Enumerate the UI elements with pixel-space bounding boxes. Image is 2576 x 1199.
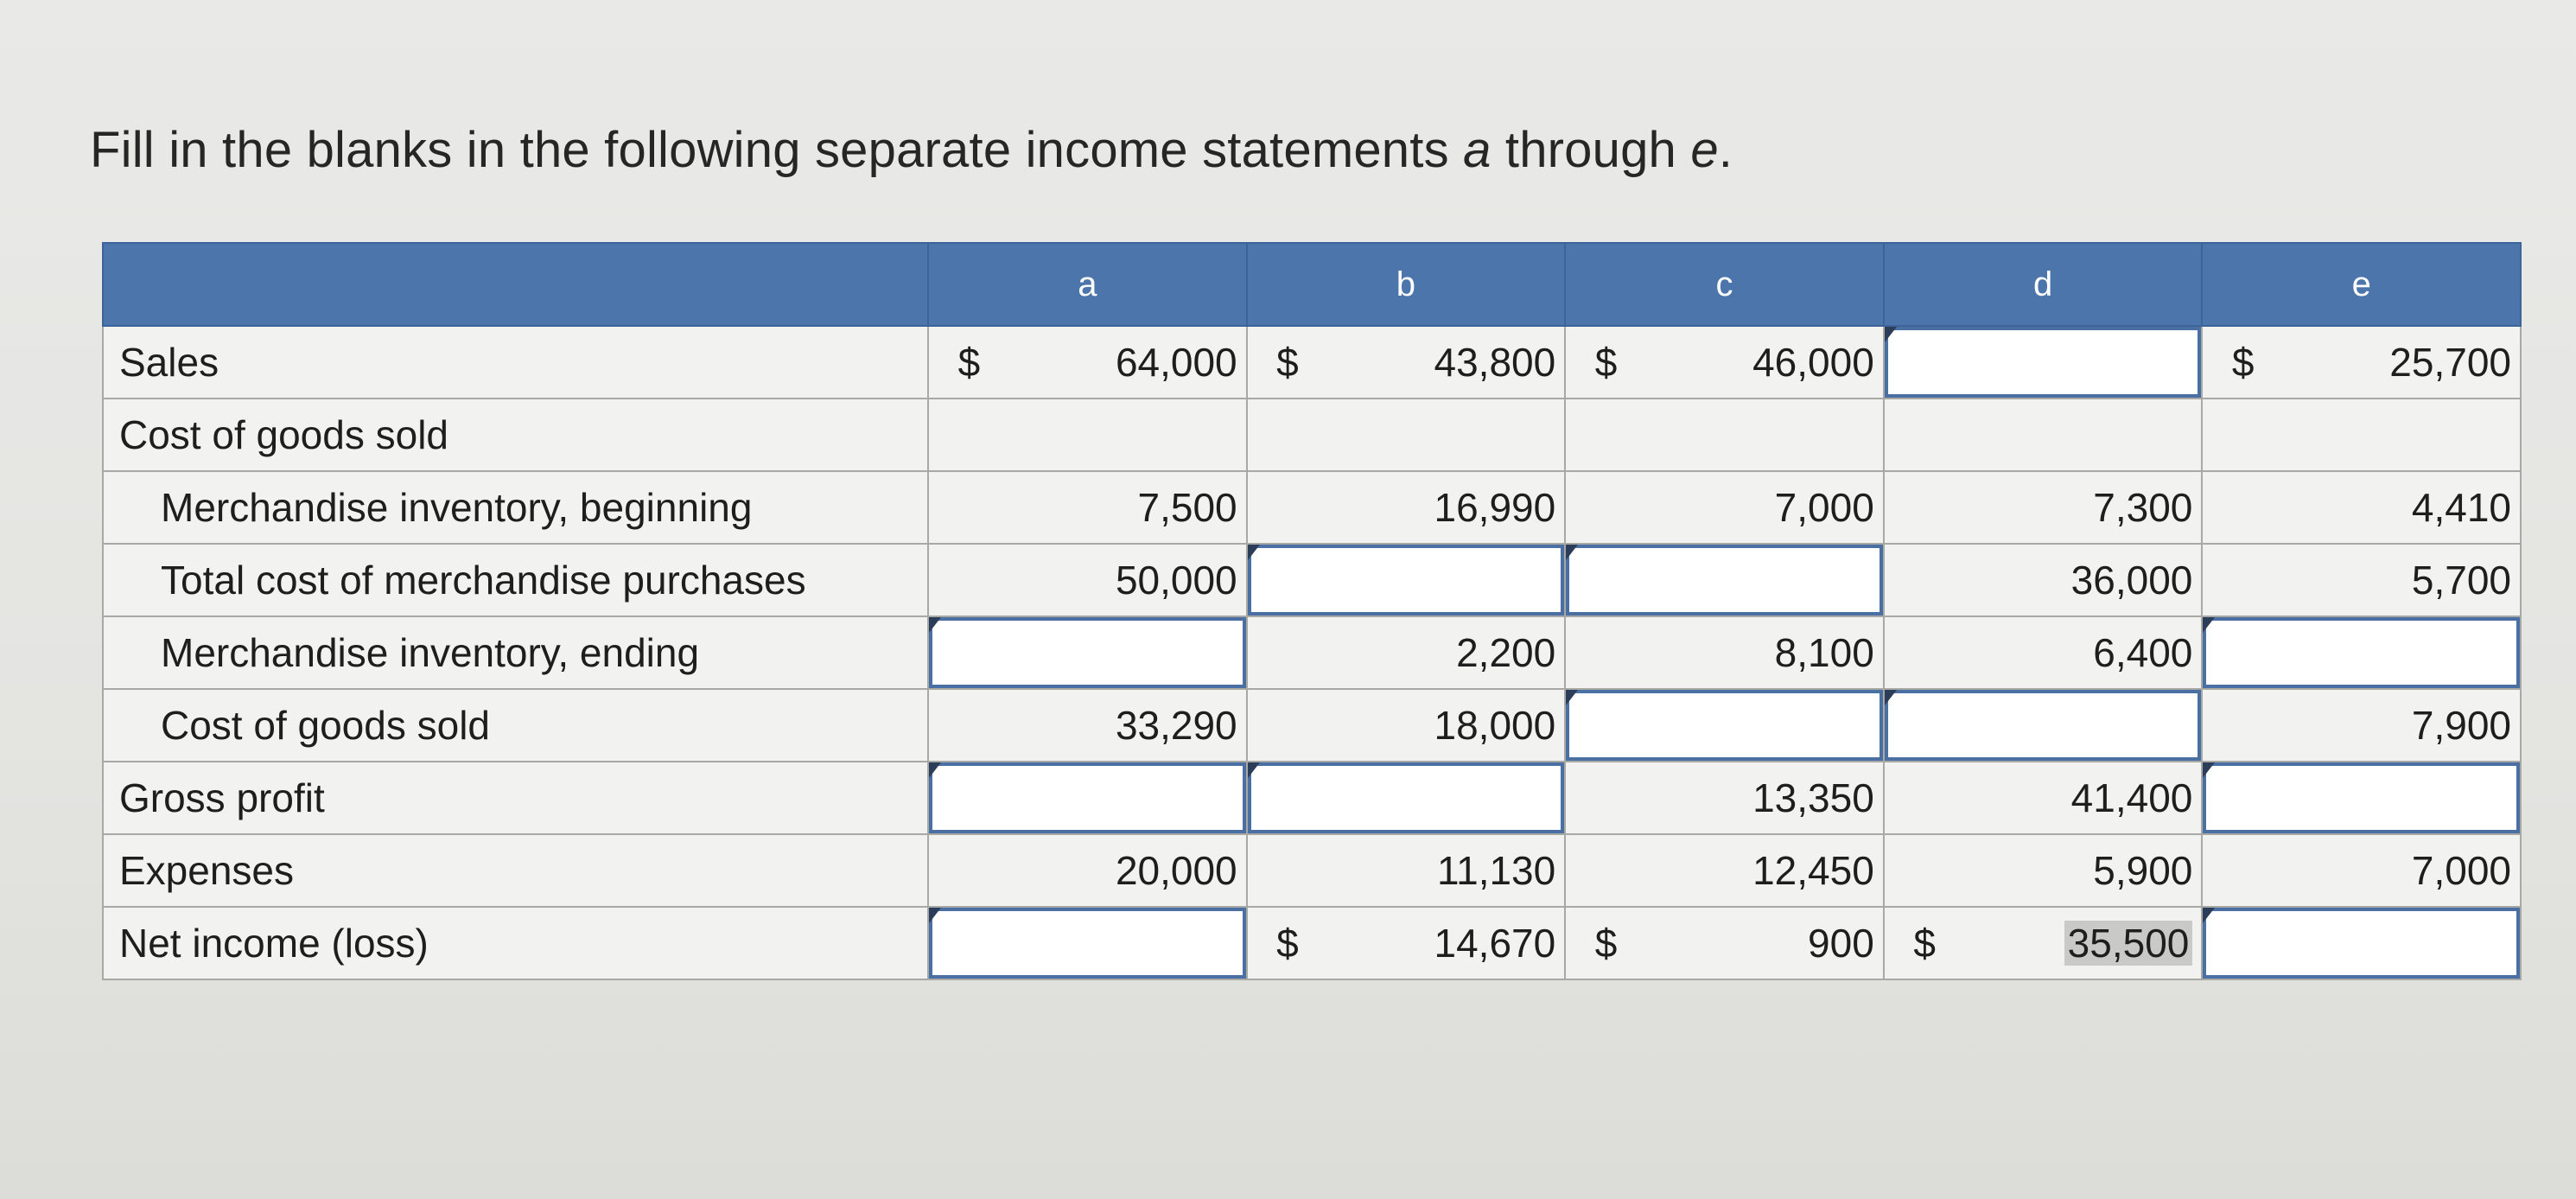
answer-input-c[interactable] [1565, 544, 1884, 616]
cell-value-c: 12,450 [1646, 834, 1884, 907]
answer-input-a[interactable] [928, 616, 1247, 689]
currency-symbol: $ [1565, 907, 1646, 979]
answer-input-b[interactable] [1247, 762, 1566, 834]
row-label: Cost of goods sold [103, 399, 928, 471]
table-body [103, 326, 2521, 979]
currency-symbol [1884, 762, 1965, 834]
header-corner [103, 243, 928, 326]
currency-symbol [1884, 834, 1965, 907]
highlighted-value: 35,500 [2064, 921, 2193, 966]
row-label: Sales [103, 326, 928, 399]
column-header-e: e [2202, 243, 2521, 326]
cell-value-d [1964, 907, 2202, 979]
instruction-text [90, 121, 1733, 179]
currency-symbol [1247, 471, 1328, 544]
currency-symbol: $ [1247, 907, 1328, 979]
column-header-a: a [928, 243, 1247, 326]
cell-value-d: 41,400 [1964, 762, 2202, 834]
cell-value-c [1646, 399, 1884, 471]
currency-symbol [1247, 399, 1328, 471]
answer-input-e[interactable] [2202, 762, 2521, 834]
instruction-text-start: Fill in the blanks in the following separate income statements [90, 122, 1464, 178]
income-statements-table [102, 242, 2522, 980]
currency-symbol [1565, 834, 1646, 907]
currency-symbol [1884, 544, 1965, 616]
table-row [103, 834, 2521, 907]
table-row [103, 399, 2521, 471]
cell-value-b: 14,670 [1327, 907, 1565, 979]
cell-value-a: 50,000 [1009, 544, 1247, 616]
currency-symbol: $ [928, 326, 1009, 399]
row-label: Cost of goods sold [103, 689, 928, 762]
row-label: Expenses [103, 834, 928, 907]
currency-symbol [1565, 616, 1646, 689]
cell-value-b: 43,800 [1327, 326, 1565, 399]
currency-symbol [928, 471, 1009, 544]
answer-input-e[interactable] [2202, 907, 2521, 979]
column-header-b: b [1247, 243, 1566, 326]
answer-input-c[interactable] [1565, 689, 1884, 762]
row-label: Merchandise inventory, ending [103, 616, 928, 689]
cell-value-b: 18,000 [1327, 689, 1565, 762]
cell-value-d [1964, 399, 2202, 471]
cell-value-b: 16,990 [1327, 471, 1565, 544]
currency-symbol [1565, 762, 1646, 834]
currency-symbol [928, 399, 1009, 471]
instruction-letter-a: a [1463, 122, 1492, 178]
currency-symbol [2202, 834, 2283, 907]
cell-value-d: 6,400 [1964, 616, 2202, 689]
currency-symbol [928, 689, 1009, 762]
cell-value-d: 5,900 [1964, 834, 2202, 907]
instruction-text-end: . [1718, 122, 1733, 178]
answer-input-e[interactable] [2202, 616, 2521, 689]
currency-symbol [1247, 689, 1328, 762]
currency-symbol [1884, 471, 1965, 544]
currency-symbol [928, 834, 1009, 907]
cell-value-c: 8,100 [1646, 616, 1884, 689]
table-row [103, 762, 2521, 834]
cell-value-e: 4,410 [2283, 471, 2521, 544]
row-label: Gross profit [103, 762, 928, 834]
cell-value-a: 33,290 [1009, 689, 1247, 762]
currency-symbol: $ [1884, 907, 1965, 979]
instruction-text-mid: through [1491, 122, 1691, 178]
column-header-d: d [1884, 243, 2203, 326]
table-row [103, 544, 2521, 616]
cell-value-a: 7,500 [1009, 471, 1247, 544]
currency-symbol [1884, 616, 1965, 689]
answer-input-d[interactable] [1884, 326, 2203, 399]
currency-symbol: $ [1565, 326, 1646, 399]
instruction-letter-e: e [1690, 122, 1719, 178]
row-label: Net income (loss) [103, 907, 928, 979]
currency-symbol [2202, 399, 2283, 471]
table-header-row [103, 243, 2521, 326]
currency-symbol [1247, 616, 1328, 689]
answer-input-b[interactable] [1247, 544, 1566, 616]
currency-symbol [2202, 689, 2283, 762]
answer-input-d[interactable] [1884, 689, 2203, 762]
cell-value-e: 25,700 [2283, 326, 2521, 399]
cell-value-d: 7,300 [1964, 471, 2202, 544]
cell-value-c: 7,000 [1646, 471, 1884, 544]
table-row [103, 326, 2521, 399]
currency-symbol [2202, 471, 2283, 544]
currency-symbol [1565, 471, 1646, 544]
cell-value-b [1327, 399, 1565, 471]
cell-value-b: 11,130 [1327, 834, 1565, 907]
cell-value-c: 900 [1646, 907, 1884, 979]
row-label: Total cost of merchandise purchases [103, 544, 928, 616]
currency-symbol [1565, 399, 1646, 471]
currency-symbol [1884, 399, 1965, 471]
table-row [103, 907, 2521, 979]
cell-value-d: 36,000 [1964, 544, 2202, 616]
cell-value-e: 7,000 [2283, 834, 2521, 907]
cell-value-a [1009, 399, 1247, 471]
currency-symbol [2202, 544, 2283, 616]
cell-value-b: 2,200 [1327, 616, 1565, 689]
table-row [103, 471, 2521, 544]
column-header-c: c [1565, 243, 1884, 326]
currency-symbol [1247, 834, 1328, 907]
currency-symbol: $ [1247, 326, 1328, 399]
cell-value-a: 64,000 [1009, 326, 1247, 399]
currency-symbol: $ [2202, 326, 2283, 399]
cell-value-a: 20,000 [1009, 834, 1247, 907]
cell-value-e: 7,900 [2283, 689, 2521, 762]
cell-value-c: 13,350 [1646, 762, 1884, 834]
row-label: Merchandise inventory, beginning [103, 471, 928, 544]
cell-value-e [2283, 399, 2521, 471]
table-row [103, 689, 2521, 762]
cell-value-c: 46,000 [1646, 326, 1884, 399]
table-row [103, 616, 2521, 689]
answer-input-a[interactable] [928, 907, 1247, 979]
answer-input-a[interactable] [928, 762, 1247, 834]
cell-value-e: 5,700 [2283, 544, 2521, 616]
currency-symbol [928, 544, 1009, 616]
